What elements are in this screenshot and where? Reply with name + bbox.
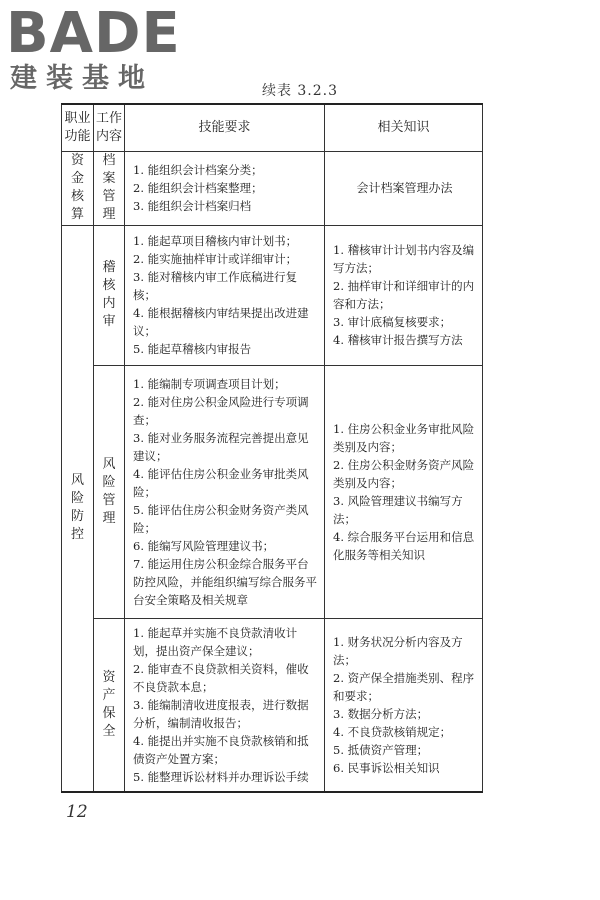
knowledge-item: 2. 资产保全措施类别、程序和要求； bbox=[333, 670, 475, 703]
skill-item: 5. 能评估住房公积金财务资产类风险； bbox=[133, 502, 309, 535]
skill-item: 6. 能编写风险管理建议书； bbox=[133, 538, 275, 553]
knowledge-item: 1. 稽核审计计划书内容及编写方法； bbox=[333, 243, 475, 275]
skill-item: 1. 能起草并实施不良贷款清收计划，提出资产保全建议； bbox=[133, 625, 298, 658]
skill-item: 3. 能对稽核内审工作底稿进行复核； bbox=[133, 270, 298, 302]
knowledge-item: 6. 民事诉讼相关知识 bbox=[333, 760, 440, 775]
knowledge-item: 会计档案管理办法 bbox=[356, 181, 453, 195]
knowledge-item: 4. 不良贷款核销规定； bbox=[333, 724, 452, 739]
skill-item: 7. 能运用住房公积金综合服务平台防控风险，并能组织编写综合服务平台安全策略及相关规章 bbox=[133, 556, 317, 607]
skills-cell bbox=[125, 365, 325, 618]
page-number: 12 bbox=[66, 802, 88, 822]
table-row bbox=[62, 225, 483, 365]
table-header-row bbox=[62, 104, 483, 151]
knowledge-item: 3. 风险管理建议书编写方法； bbox=[333, 493, 463, 526]
content-cell: 档案管理 bbox=[94, 151, 125, 225]
function-cell: 资金核算 bbox=[62, 151, 94, 225]
header-content: 工作内容 bbox=[94, 104, 125, 151]
function-cell: 风险防控 bbox=[62, 225, 94, 792]
knowledge-item: 2. 住房公积金财务资产风险类别及内容； bbox=[333, 457, 475, 490]
skill-item: 4. 能根据稽核内审结果提出改进建议； bbox=[133, 306, 309, 338]
skill-item: 3. 能对业务服务流程完善提出意见建议； bbox=[133, 430, 309, 463]
header-knowledge: 相关知识 bbox=[325, 104, 483, 151]
logo-subtitle: 建装基地 bbox=[10, 63, 154, 94]
table-row bbox=[62, 618, 483, 792]
logo-wordmark: BADE bbox=[6, 1, 181, 66]
skill-item: 1. 能编制专项调查项目计划； bbox=[133, 376, 286, 391]
content-cell: 稽核内审 bbox=[94, 225, 125, 365]
knowledge-item: 4. 稽核审计报告撰写方法 bbox=[333, 333, 463, 347]
knowledge-item: 1. 财务状况分析内容及方法； bbox=[333, 634, 463, 667]
table-row bbox=[62, 151, 483, 225]
skill-item: 4. 能评估住房公积金业务审批类风险； bbox=[133, 466, 309, 499]
header-skills: 技能要求 bbox=[125, 104, 325, 151]
knowledge-cell bbox=[325, 618, 483, 792]
skill-item: 2. 能实施抽样审计或详细审计； bbox=[133, 252, 298, 266]
skills-cell bbox=[125, 151, 325, 225]
skill-item: 1. 能起草项目稽核内审计划书； bbox=[133, 234, 298, 248]
skill-item: 2. 能组织会计档案整理； bbox=[133, 181, 263, 195]
knowledge-cell bbox=[325, 365, 483, 618]
knowledge-cell bbox=[325, 151, 483, 225]
skills-table bbox=[61, 103, 483, 793]
content-cell: 风险管理 bbox=[94, 365, 125, 618]
skill-item: 2. 能对住房公积金风险进行专项调查； bbox=[133, 394, 309, 427]
knowledge-item: 1. 住房公积金业务审批风险类别及内容； bbox=[333, 421, 475, 454]
knowledge-item: 3. 审计底稿复核要求； bbox=[333, 315, 452, 329]
table-caption: 续表 3.2.3 bbox=[261, 83, 339, 99]
skill-item: 1. 能组织会计档案分类； bbox=[133, 163, 263, 177]
skill-item: 3. 能组织会计档案归档 bbox=[133, 199, 252, 213]
knowledge-item: 4. 综合服务平台运用和信息化服务等相关知识 bbox=[333, 529, 475, 562]
skill-item: 3. 能编制清收进度报表，进行数据分析，编制清收报告； bbox=[133, 697, 309, 730]
table-row bbox=[62, 365, 483, 618]
knowledge-item: 2. 抽样审计和详细审计的内容和方法； bbox=[333, 279, 475, 311]
content-cell: 资产保全 bbox=[94, 618, 125, 792]
knowledge-item: 5. 抵债资产管理； bbox=[333, 742, 429, 757]
skills-cell bbox=[125, 225, 325, 365]
knowledge-item: 3. 数据分析方法； bbox=[333, 706, 429, 721]
skill-item: 5. 能整理诉讼材料并办理诉讼手续 bbox=[133, 769, 309, 784]
skill-item: 5. 能起草稽核内审报告 bbox=[133, 342, 252, 356]
skill-item: 2. 能审查不良贷款相关资料，催收不良贷款本息； bbox=[133, 661, 309, 694]
knowledge-cell bbox=[325, 225, 483, 365]
skills-cell bbox=[125, 618, 325, 792]
skill-item: 4. 能提出并实施不良贷款核销和抵债资产处置方案； bbox=[133, 733, 309, 766]
header-function: 职业功能 bbox=[62, 104, 94, 151]
